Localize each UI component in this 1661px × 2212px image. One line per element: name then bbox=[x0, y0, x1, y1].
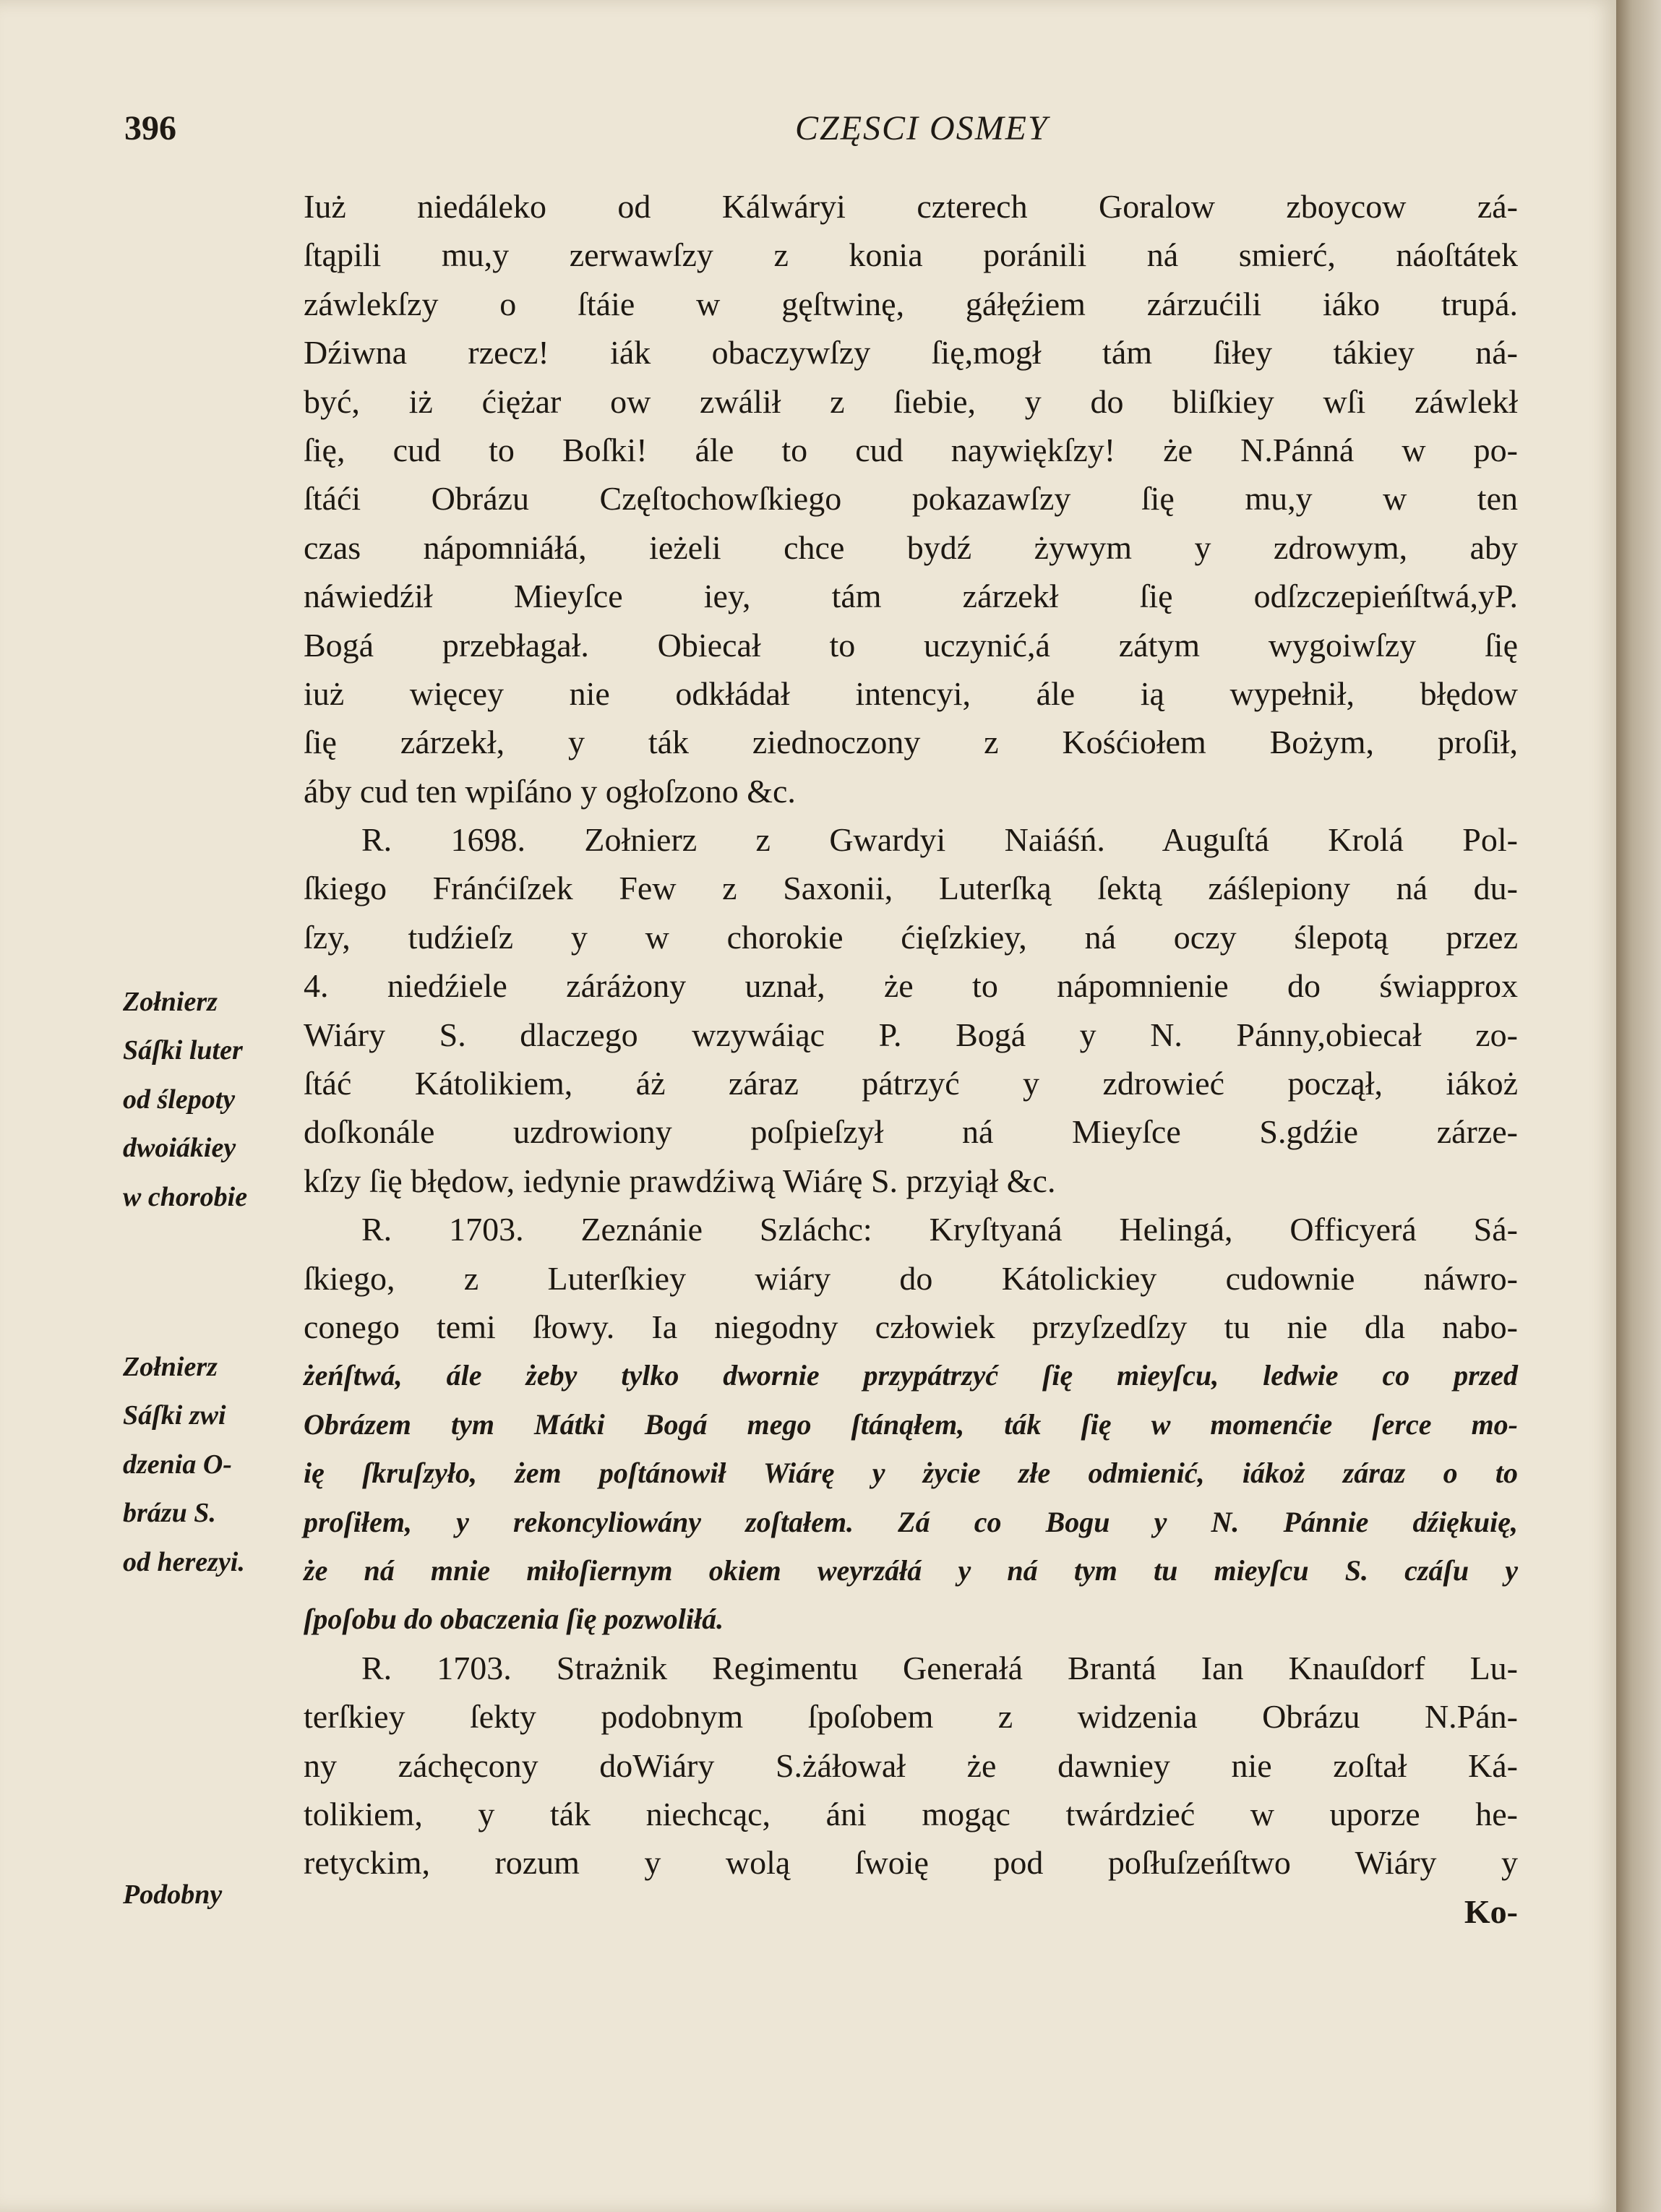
text-line-italic: ię ſkruſzyło, żem poſtánowił Wiárę y życie złe odmienić, iákoż záraz o to bbox=[304, 1457, 1518, 1490]
marginal-line: Sáſki zwi bbox=[123, 1400, 226, 1431]
text-line-italic: że ná mnie miłoſiernym okiem weyrzáłá y ná tym tu mieyſcu S. czáſu y bbox=[304, 1553, 1518, 1587]
marginal-note-2 bbox=[123, 1343, 304, 1587]
text-line: Iuż niedáleko od Kálwáryi czterech Goralow zboycow zá- bbox=[304, 188, 1518, 225]
text-line: ſtąpili mu,y zerwawſzy z konia poránili ná smierć, náoſtátek bbox=[304, 236, 1518, 274]
marginal-note-3 bbox=[123, 1871, 304, 1919]
body-text bbox=[304, 182, 1518, 1936]
marginal-line: Zołnierz bbox=[123, 1352, 218, 1382]
text-line-italic: żeńſtwá, ále żeby tylko dwornie przypátrzyć ſię mieyſcu, ledwie co przed bbox=[304, 1359, 1518, 1392]
text-line: ny záchęcony doWiáry S.żáłował że dawniey nie zoſtał Ká- bbox=[304, 1746, 1518, 1784]
running-head: CZĘSCI OSMEY bbox=[795, 109, 1049, 147]
text-line: ſię zárzekł, y ták ziednoczony z Kośćiołem Bożym, proſił, bbox=[304, 724, 1518, 761]
text-line: być, iż ćiężar ow zwálił z ſiebie, y do bliſkiey wſi záwlekł bbox=[304, 382, 1518, 420]
text-line: ſkiego Fránćiſzek Few z Saxonii, Luterſką ſektą záślepiony ná du- bbox=[304, 870, 1518, 907]
text-line: doſkonále uzdrowiony poſpieſzył ná Mieyſce S.gdźie zárze- bbox=[304, 1113, 1518, 1151]
text-line: Dźiwna rzecz! iák obaczywſzy ſię,mogł tám ſiłey tákiey ná- bbox=[304, 334, 1518, 372]
marginal-line: od ślepoty bbox=[123, 1084, 236, 1115]
text-line: ſzy, tudźieſz y w chorokie ćięſzkiey, ná oczy ślepotą przez bbox=[304, 918, 1518, 956]
marginal-note-1 bbox=[123, 978, 304, 1222]
text-line: ſkiego, z Luterſkiey wiáry do Kátolickiey cudownie náwro- bbox=[304, 1259, 1518, 1297]
text-line: ſię, cud to Boſki! ále to cud naywiękſzy! że N.Pánná w po- bbox=[304, 431, 1518, 468]
text-line: conego temi ſłowy. Ia niegodny człowiek przyſzedſzy tu nie dla nabo- bbox=[304, 1308, 1518, 1345]
marginal-line: dzenia O- bbox=[123, 1449, 232, 1480]
catchword: Ko- bbox=[1464, 1892, 1518, 1930]
marginal-line: dwoiákiey bbox=[123, 1133, 236, 1164]
text-line: ſtáći Obrázu Częſtochowſkiego pokazawſzy ſię mu,y w ten bbox=[304, 480, 1518, 518]
marginal-line: Zołnierz bbox=[123, 987, 218, 1017]
text-line: retyckim, rozum y wolą ſwoię pod poſłuſzeńſtwo Wiáry y bbox=[304, 1844, 1518, 1882]
text-line: R. 1703. Zeznánie Szláchc: Kryſtyaná Helingá, Officyerá Sá- bbox=[361, 1211, 1518, 1248]
text-line: R. 1703. Strażnik Regimentu Generałá Brantá Ian Knauſdorf Lu- bbox=[361, 1649, 1518, 1686]
text-line-italic: Obrázem tym Mátki Bogá mego ſtánąłem, ták ſię w momenćie ſerce mo- bbox=[304, 1407, 1518, 1441]
page-number: 396 bbox=[124, 109, 176, 147]
text-line: tolikiem, y ták niechcąc, áni mogąc twárdzieć w uporze he- bbox=[304, 1795, 1518, 1832]
text-line: Bogá przebłagał. Obiecał to uczynić,á zátym wygoiwſzy ſię bbox=[304, 626, 1518, 664]
marginal-line: Podobny bbox=[123, 1879, 223, 1910]
text-line: áby cud ten wpiſáno y ogłoſzono &c. bbox=[304, 772, 796, 810]
text-line-italic: ſpoſobu do obaczenia ſię pozwoliłá. bbox=[304, 1603, 724, 1636]
text-line: czas nápomniáłá, ieżeli chce bydź żywym y zdrowym, aby bbox=[304, 528, 1518, 566]
text-line: terſkiey ſekty podobnym ſpoſobem z widzenia Obrázu N.Pán- bbox=[304, 1698, 1518, 1736]
text-line: iuż więcey nie odkłádał intencyi, ále ią wypełnił, błędow bbox=[304, 674, 1518, 712]
text-line: náwiedźił Mieyſce iey, tám zárzekł ſię odſzczepieńſtwá,yP. bbox=[304, 578, 1518, 615]
book-gutter bbox=[1616, 0, 1661, 2212]
marginal-line: od herezyi. bbox=[123, 1546, 245, 1577]
text-line: 4. niedźiele záráżony uznał, że to nápomnienie do świapprox bbox=[304, 967, 1518, 1005]
text-line-italic: proſiłem, y rekoncyliowány zoſtałem. Zá co Bogu y N. Pánnie dźiękuię, bbox=[304, 1505, 1518, 1538]
text-line: Wiáry S. dlaczego wzywáiąc P. Bogá y N. Pánny,obiecał zo- bbox=[304, 1016, 1518, 1053]
marginal-line: Sáſki luter bbox=[123, 1035, 243, 1066]
text-line: kſzy ſię błędow, iedynie prawdźiwą Wiárę S. przyiął &c. bbox=[304, 1162, 1056, 1199]
text-line: R. 1698. Zołnierz z Gwardyi Naiáśń. Auguſtá Krolá Pol- bbox=[361, 821, 1518, 859]
text-line: ſtáć Kátolikiem, áż záraz pátrzyć y zdrowieć począł, iákoż bbox=[304, 1065, 1518, 1102]
marginal-line: w chorobie bbox=[123, 1181, 248, 1212]
page-header bbox=[0, 108, 1619, 166]
text-line: záwlekſzy o ſtáie w gęſtwinę, gáłęźiem zárzućili iáko trupá. bbox=[304, 285, 1518, 322]
marginal-line: brázu S. bbox=[123, 1498, 216, 1529]
